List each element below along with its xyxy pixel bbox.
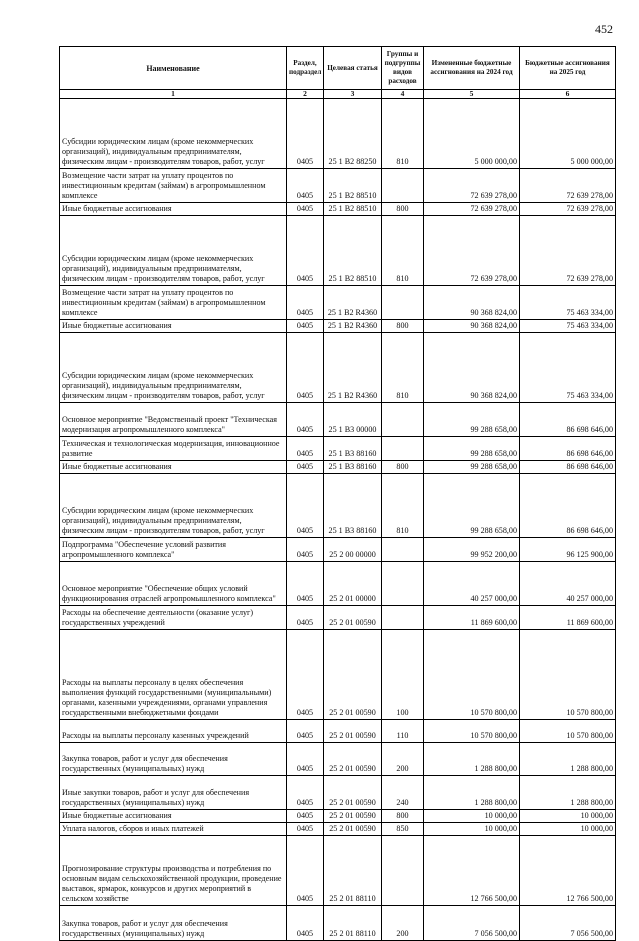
row-budget-2025: 10 570 800,00 (520, 720, 616, 743)
row-changed-2024: 90 368 824,00 (424, 333, 520, 403)
row-budget-2025: 1 288 800,00 (520, 776, 616, 810)
row-budget-2025: 72 639 278,00 (520, 216, 616, 286)
row-expense-group (382, 169, 424, 203)
row-section: 0405 (287, 630, 324, 720)
table-row (60, 630, 616, 720)
row-target-article: 25 2 01 00590 (324, 823, 382, 836)
row-name: Прогнозирование структуры производства и потребления по основным видам сельскохозяйственной продукции, проведение выставок, ярмарок, конкурсов и других мероприятий в сельском хозяйстве (60, 836, 287, 906)
row-expense-group (382, 437, 424, 461)
row-budget-2025: 75 463 334,00 (520, 286, 616, 320)
row-changed-2024: 99 952 200,00 (424, 538, 520, 562)
row-budget-2025: 86 698 646,00 (520, 437, 616, 461)
table-row (60, 203, 616, 216)
header-changed: Измененные бюджетные ассигнования на 2024 год (424, 47, 520, 90)
row-budget-2025: 10 000,00 (520, 823, 616, 836)
row-name: Иные закупки товаров, работ и услуг для обеспечения государственных (муниципальных) нужд (60, 776, 287, 810)
row-section: 0405 (287, 906, 324, 941)
row-changed-2024: 10 570 800,00 (424, 630, 520, 720)
row-expense-group (382, 403, 424, 437)
row-name: Закупка товаров, работ и услуг для обеспечения государственных (муниципальных) нужд (60, 743, 287, 776)
row-name: Основное мероприятие "Ведомственный проект "Техническая модернизация агропромышленного комплекса" (60, 403, 287, 437)
row-budget-2025: 75 463 334,00 (520, 320, 616, 333)
row-section: 0405 (287, 823, 324, 836)
row-changed-2024: 90 368 824,00 (424, 286, 520, 320)
table-row (60, 461, 616, 474)
row-budget-2025: 10 000,00 (520, 810, 616, 823)
row-expense-group: 810 (382, 333, 424, 403)
row-expense-group: 800 (382, 461, 424, 474)
row-section: 0405 (287, 720, 324, 743)
row-expense-group (382, 836, 424, 906)
table-row (60, 562, 616, 606)
row-section: 0405 (287, 538, 324, 562)
row-changed-2024: 1 288 800,00 (424, 776, 520, 810)
row-name: Возмещение части затрат на уплату процентов по инвестиционным кредитам (займам) в агропромышленном комплексе (60, 286, 287, 320)
table-row (60, 836, 616, 906)
row-changed-2024: 99 288 658,00 (424, 461, 520, 474)
row-changed-2024: 7 056 500,00 (424, 906, 520, 941)
row-changed-2024: 12 766 500,00 (424, 836, 520, 906)
table-row (60, 216, 616, 286)
page-number: 452 (595, 22, 613, 36)
budget-table (59, 46, 616, 941)
row-target-article: 25 1 B3 88160 (324, 474, 382, 538)
row-expense-group: 240 (382, 776, 424, 810)
row-name: Субсидии юридическим лицам (кроме некоммерческих организаций), индивидуальным предпринимателям, физическим лицам - производителям товаров, работ, услуг (60, 216, 287, 286)
row-name: Основное мероприятие "Обеспечение общих условий функционирования отраслей агропромышленного комплекса" (60, 562, 287, 606)
column-number: 4 (382, 90, 424, 99)
row-target-article: 25 1 B2 R4360 (324, 286, 382, 320)
table-body (60, 99, 616, 941)
row-budget-2025: 7 056 500,00 (520, 906, 616, 941)
row-target-article: 25 2 01 00590 (324, 720, 382, 743)
row-name: Иные бюджетные ассигнования (60, 461, 287, 474)
row-changed-2024: 72 639 278,00 (424, 169, 520, 203)
row-budget-2025: 11 869 600,00 (520, 606, 616, 630)
row-section: 0405 (287, 474, 324, 538)
row-budget-2025: 86 698 646,00 (520, 474, 616, 538)
table-row (60, 320, 616, 333)
row-name: Уплата налогов, сборов и иных платежей (60, 823, 287, 836)
row-target-article: 25 2 01 00590 (324, 776, 382, 810)
table-row (60, 810, 616, 823)
row-expense-group: 850 (382, 823, 424, 836)
row-expense-group: 810 (382, 216, 424, 286)
table-row (60, 99, 616, 169)
row-section: 0405 (287, 810, 324, 823)
row-expense-group: 800 (382, 810, 424, 823)
row-changed-2024: 10 000,00 (424, 810, 520, 823)
row-expense-group (382, 538, 424, 562)
row-target-article: 25 2 01 00590 (324, 743, 382, 776)
row-expense-group: 100 (382, 630, 424, 720)
row-target-article: 25 2 01 88110 (324, 906, 382, 941)
row-section: 0405 (287, 606, 324, 630)
row-changed-2024: 5 000 000,00 (424, 99, 520, 169)
row-name: Расходы на выплаты персоналу в целях обеспечения выполнения функций государственными (муниципальными) органами, казенными учреждениями, органами управления государственными внебюджетными фондами (60, 630, 287, 720)
row-name: Субсидии юридическим лицам (кроме некоммерческих организаций), индивидуальным предпринимателям, физическим лицам - производителям товаров, работ, услуг (60, 333, 287, 403)
column-number: 2 (287, 90, 324, 99)
table-row (60, 720, 616, 743)
row-target-article: 25 2 01 88110 (324, 836, 382, 906)
row-changed-2024: 11 869 600,00 (424, 606, 520, 630)
row-target-article: 25 2 01 00590 (324, 810, 382, 823)
row-expense-group (382, 286, 424, 320)
table-row (60, 906, 616, 941)
table-row (60, 606, 616, 630)
row-changed-2024: 72 639 278,00 (424, 216, 520, 286)
row-section: 0405 (287, 333, 324, 403)
table-row (60, 286, 616, 320)
row-budget-2025: 12 766 500,00 (520, 836, 616, 906)
table-row (60, 776, 616, 810)
column-number: 6 (520, 90, 616, 99)
row-budget-2025: 1 288 800,00 (520, 743, 616, 776)
row-changed-2024: 99 288 658,00 (424, 474, 520, 538)
row-name: Субсидии юридическим лицам (кроме некоммерческих организаций), индивидуальным предпринимателям, физическим лицам - производителям товаров, работ, услуг (60, 99, 287, 169)
row-name: Закупка товаров, работ и услуг для обеспечения государственных (муниципальных) нужд (60, 906, 287, 941)
header-group: Группы и подгруппы видов расходов (382, 47, 424, 90)
row-target-article: 25 2 00 00000 (324, 538, 382, 562)
row-section: 0405 (287, 437, 324, 461)
row-budget-2025: 86 698 646,00 (520, 461, 616, 474)
row-section: 0405 (287, 216, 324, 286)
row-expense-group: 800 (382, 320, 424, 333)
row-target-article: 25 1 B3 88160 (324, 461, 382, 474)
row-target-article: 25 2 01 00000 (324, 562, 382, 606)
column-number: 5 (424, 90, 520, 99)
row-name: Иные бюджетные ассигнования (60, 203, 287, 216)
row-section: 0405 (287, 403, 324, 437)
column-number: 1 (60, 90, 287, 99)
row-name: Иные бюджетные ассигнования (60, 810, 287, 823)
row-section: 0405 (287, 286, 324, 320)
row-budget-2025: 5 000 000,00 (520, 99, 616, 169)
row-changed-2024: 1 288 800,00 (424, 743, 520, 776)
table-row (60, 538, 616, 562)
row-target-article: 25 1 B3 00000 (324, 403, 382, 437)
row-name: Возмещение части затрат на уплату процентов по инвестиционным кредитам (займам) в агропромышленном комплексе (60, 169, 287, 203)
row-section: 0405 (287, 743, 324, 776)
table-row (60, 743, 616, 776)
row-expense-group: 200 (382, 906, 424, 941)
column-number: 3 (324, 90, 382, 99)
header-section: Раздел, подраздел (287, 47, 324, 90)
row-budget-2025: 86 698 646,00 (520, 403, 616, 437)
row-target-article: 25 1 B2 R4360 (324, 320, 382, 333)
row-section: 0405 (287, 203, 324, 216)
row-target-article: 25 1 B2 88510 (324, 169, 382, 203)
row-changed-2024: 10 000,00 (424, 823, 520, 836)
row-section: 0405 (287, 461, 324, 474)
row-name: Расходы на выплаты персоналу казенных учреждений (60, 720, 287, 743)
row-target-article: 25 1 B2 88510 (324, 203, 382, 216)
row-changed-2024: 40 257 000,00 (424, 562, 520, 606)
row-target-article: 25 2 01 00590 (324, 606, 382, 630)
row-expense-group: 810 (382, 99, 424, 169)
row-section: 0405 (287, 99, 324, 169)
table-row (60, 474, 616, 538)
row-expense-group: 810 (382, 474, 424, 538)
row-target-article: 25 1 B2 88510 (324, 216, 382, 286)
row-budget-2025: 75 463 334,00 (520, 333, 616, 403)
row-expense-group: 110 (382, 720, 424, 743)
row-name: Техническая и технологическая модернизация, инновационное развитие (60, 437, 287, 461)
table-row (60, 823, 616, 836)
row-expense-group: 800 (382, 203, 424, 216)
table-row (60, 333, 616, 403)
row-budget-2025: 72 639 278,00 (520, 169, 616, 203)
row-budget-2025: 96 125 900,00 (520, 538, 616, 562)
row-expense-group (382, 562, 424, 606)
table-row (60, 169, 616, 203)
table-row (60, 403, 616, 437)
row-changed-2024: 99 288 658,00 (424, 437, 520, 461)
row-changed-2024: 90 368 824,00 (424, 320, 520, 333)
row-section: 0405 (287, 169, 324, 203)
row-changed-2024: 10 570 800,00 (424, 720, 520, 743)
row-expense-group: 200 (382, 743, 424, 776)
row-section: 0405 (287, 320, 324, 333)
header-budget: Бюджетные ассигнования на 2025 год (520, 47, 616, 90)
row-target-article: 25 2 01 00590 (324, 630, 382, 720)
row-target-article: 25 1 B2 R4360 (324, 333, 382, 403)
row-section: 0405 (287, 836, 324, 906)
row-budget-2025: 72 639 278,00 (520, 203, 616, 216)
row-name: Иные бюджетные ассигнования (60, 320, 287, 333)
row-section: 0405 (287, 776, 324, 810)
header-target: Целевая статья (324, 47, 382, 90)
row-changed-2024: 72 639 278,00 (424, 203, 520, 216)
row-expense-group (382, 606, 424, 630)
table-row (60, 437, 616, 461)
row-budget-2025: 10 570 800,00 (520, 630, 616, 720)
row-target-article: 25 1 B2 88250 (324, 99, 382, 169)
row-section: 0405 (287, 562, 324, 606)
row-name: Субсидии юридическим лицам (кроме некоммерческих организаций), индивидуальным предпринимателям, физическим лицам - производителям товаров, работ, услуг (60, 474, 287, 538)
row-name: Подпрограмма "Обеспечение условий развития агропромышленного комплекса" (60, 538, 287, 562)
row-budget-2025: 40 257 000,00 (520, 562, 616, 606)
row-name: Расходы на обеспечение деятельности (оказание услуг) государственных учреждений (60, 606, 287, 630)
header-name: Наименование (60, 47, 287, 90)
row-target-article: 25 1 B3 88160 (324, 437, 382, 461)
row-changed-2024: 99 288 658,00 (424, 403, 520, 437)
